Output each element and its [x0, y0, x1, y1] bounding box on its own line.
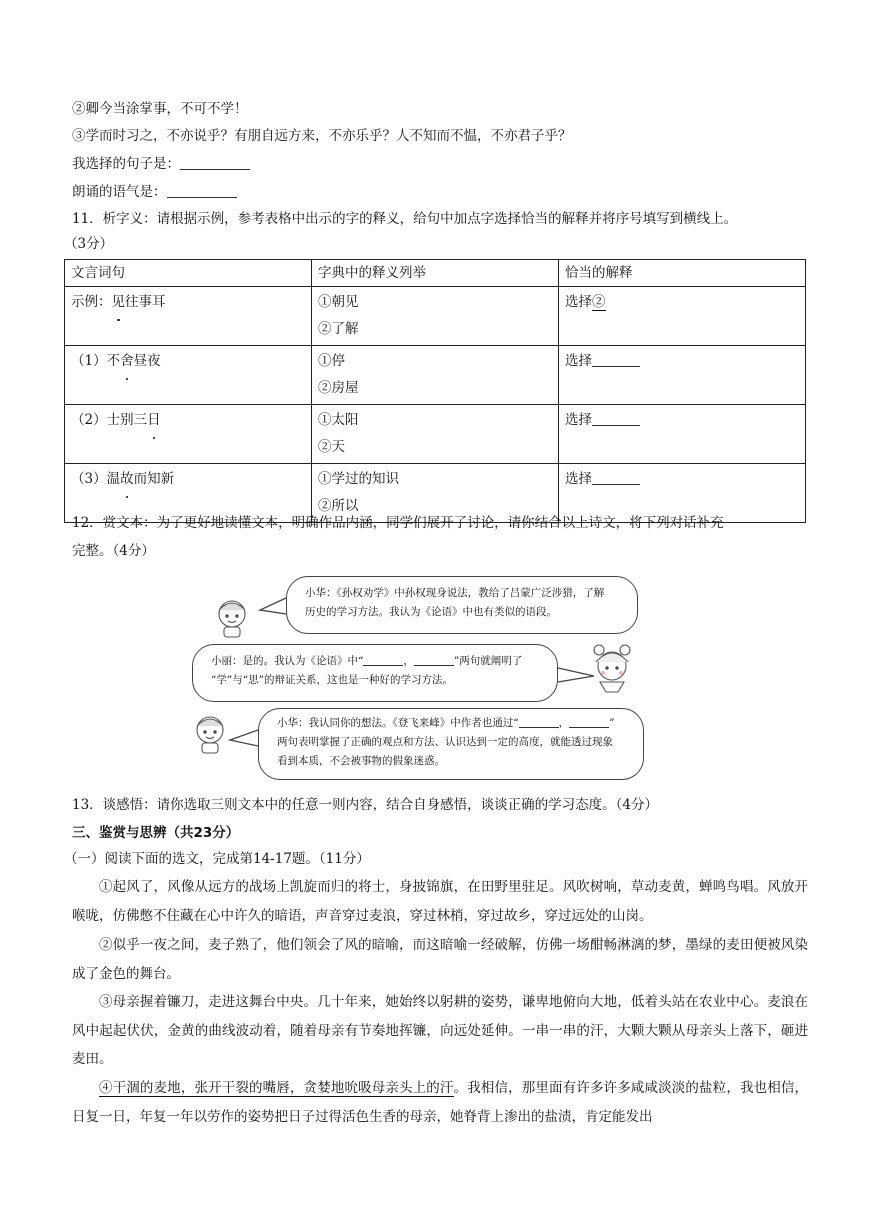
- definition-cell: [312, 346, 559, 405]
- boy-avatar: [197, 717, 223, 753]
- dotted-char: 见: [112, 289, 126, 316]
- answer-label: 选择: [565, 471, 592, 487]
- bubble-text: [277, 714, 625, 733]
- header-cell: 文言词句: [65, 260, 312, 287]
- answer-blank[interactable]: [592, 470, 640, 485]
- phrase-text: 而知新: [133, 471, 175, 487]
- blank-1[interactable]: [519, 717, 559, 728]
- bubble-text: 历史的学习方法。我认为《论语》中也有类似的语段。: [305, 606, 557, 618]
- tone-blank[interactable]: [167, 183, 237, 198]
- definition-table: [64, 259, 806, 523]
- tone-line: [72, 182, 237, 202]
- blank-1[interactable]: [363, 655, 403, 666]
- row-prefix: 示例：: [71, 294, 112, 310]
- definition-2: ②了解: [318, 321, 359, 337]
- section-3-subtitle: （一）阅读下面的选文，完成第14-17题。（11分）: [64, 851, 370, 867]
- boy-avatar: [219, 601, 245, 637]
- bubble-tail: [558, 668, 594, 682]
- tone-label: 朗诵的语气是：: [72, 184, 167, 200]
- bubble-text: [211, 652, 539, 671]
- definition-1: ①停: [318, 353, 345, 369]
- header-cell: 字典中的释义列举: [312, 260, 559, 287]
- phrase-text: 温: [106, 471, 121, 487]
- underlined-sentence: ④干涸的麦地，张开干裂的嘴唇，贪婪地吮吸母亲头上的汗: [99, 1080, 454, 1096]
- phrase-cell: [65, 287, 312, 346]
- choose-sentence-label: 我选择的句子是：: [72, 156, 180, 172]
- q11-score: （3分）: [64, 236, 114, 252]
- definition-1: ①学过的知识: [318, 471, 399, 487]
- choose-sentence-line: [72, 154, 250, 174]
- bubble-text-part: ，: [558, 717, 570, 729]
- bubble-tail: [260, 598, 286, 614]
- header-cell: 恰当的解释: [559, 260, 806, 287]
- definition-2: ②所以: [318, 498, 359, 514]
- definition-cell: [312, 287, 559, 346]
- bubble-text: 小华：《孙权劝学》中孙权现身说法，教给了吕蒙广泛涉猎，了解: [305, 587, 605, 599]
- paragraph-2: ②似乎一夜之间，麦子熟了，他们领会了风的暗喻，而这暗喻一经破解，仿佛一场酣畅淋漓的梦，墨绿的麦田便被风染成了金色的舞台。: [72, 937, 808, 982]
- definition-2: ②天: [318, 439, 345, 455]
- answer-blank[interactable]: [592, 352, 640, 367]
- girl-avatar: [594, 645, 630, 692]
- row-prefix: （2）: [71, 412, 107, 428]
- bubble-text-part: 小华：我认同你的想法。《登飞来峰》中作者也通过“: [277, 717, 519, 729]
- dotted-char: 舍: [120, 348, 134, 375]
- phrase-cell: [65, 346, 312, 405]
- phrase-text: 士别三: [106, 412, 148, 428]
- answer-cell: [559, 287, 806, 346]
- paragraph-1: ①起风了，风像从远方的战场上凯旋而归的将士，身披锦旗，在田野里驻足。风吹树响，草动麦黄，蝉鸣鸟唱。风放开喉咙，仿佛憋不住藏在心中许久的暗语，声音穿过麦浪，穿过林梢，穿过故乡，穿过远处的山岗。: [72, 879, 808, 924]
- row-prefix: （3）: [71, 471, 107, 487]
- phrase-text: 往事耳: [125, 294, 166, 310]
- bubble-text: 看到本质，不会被事物的假象迷惑。: [277, 755, 445, 767]
- definition-1: ①朝见: [318, 294, 359, 310]
- bubble-text-part: 小丽：是的。我认为《论语》中“: [211, 655, 364, 667]
- bubble-tail: [230, 730, 258, 746]
- speech-bubble-xiaoli: [192, 644, 558, 702]
- definition-1: ①太阳: [318, 412, 359, 428]
- paragraph-4: [72, 1074, 808, 1131]
- sentence-2: ②卿今当涂掌事，不可不学！: [72, 101, 248, 117]
- speech-bubble-xiaohua-1: [286, 576, 638, 634]
- q12-prompt-line2: 完整。（4分）: [72, 543, 155, 559]
- dialogue-figure: [186, 570, 646, 782]
- table-header-row: [65, 260, 806, 287]
- q11-prompt: 11．析字义：请根据示例，参考表格中出示的字的释义，给句中加点字选择恰当的解释并将序号填写到横线上。: [72, 211, 738, 227]
- bubble-text-part: ”: [609, 717, 615, 729]
- q13-prompt: 13．谈感悟：请你选取三则文本中的任意一则内容，结合自身感悟，谈谈正确的学习态度。（4分）: [72, 797, 659, 813]
- answer-label: 选择: [565, 412, 592, 428]
- bubble-text-part: ，: [403, 655, 414, 667]
- speech-bubble-xiaohua-2: [258, 708, 644, 780]
- section-3-title: 三、鉴赏与思辨（共23分）: [72, 825, 240, 841]
- answer-cell: [559, 346, 806, 405]
- dotted-char: 故: [120, 466, 134, 493]
- table-row: [65, 405, 806, 464]
- answer-value: ②: [592, 294, 606, 310]
- answer-blank[interactable]: [592, 411, 640, 426]
- answer-label: 选择: [565, 353, 592, 369]
- phrase-text: 昼夜: [133, 353, 161, 369]
- answer-label: 选择: [565, 294, 592, 310]
- table-row: [65, 287, 806, 346]
- phrase-text: 不: [106, 353, 121, 369]
- bubble-text: 两句表明掌握了正确的观点和方法、认识达到一定的高度，就能透过现象: [277, 736, 613, 748]
- table-row: [65, 346, 806, 405]
- definition-2: ②房屋: [318, 380, 359, 396]
- bubble-text-part: ”两句就阐明了: [453, 655, 523, 667]
- definition-cell: [312, 405, 559, 464]
- paragraph-3: ③母亲握着镰刀，走进这舞台中央。几十年来，她始终以躬耕的姿势，谦卑地俯向大地，低着头站在农业中心。麦浪在风中起起伏伏，金黄的曲线波动着，随着母亲有节奏地挥镰，向远处延伸。一串一串的汗，大颗大颗从母亲头上落下，砸进麦田。: [72, 994, 808, 1067]
- dotted-char: 日: [147, 407, 161, 434]
- sentence-3: ③学而时习之，不亦说乎？有朋自远方来，不亦乐乎？人不知而不愠，不亦君子乎？: [72, 128, 572, 144]
- blank-2[interactable]: [414, 655, 454, 666]
- blank-2[interactable]: [569, 717, 609, 728]
- phrase-cell: [65, 405, 312, 464]
- q12-prompt-line1: 12．赏文本：为了更好地读懂文本，明确作品内涵，同学们展开了讨论，请你结合以上诗文，将下列对话补充: [72, 515, 724, 531]
- bubble-text: “学”与“思”的辩证关系，这也是一种好的学习方法。: [211, 674, 453, 686]
- row-prefix: （1）: [71, 353, 107, 369]
- answer-cell: [559, 405, 806, 464]
- paragraph-4-rest: 。我相信，那里面有许多许多咸咸淡淡的盐粒，我也相信，日复一日，年复一年以劳作的姿势把日子过得活色生香的母亲，她脊背上渗出的盐渍，肯定能发出: [72, 1080, 809, 1125]
- choose-sentence-blank[interactable]: [180, 155, 250, 170]
